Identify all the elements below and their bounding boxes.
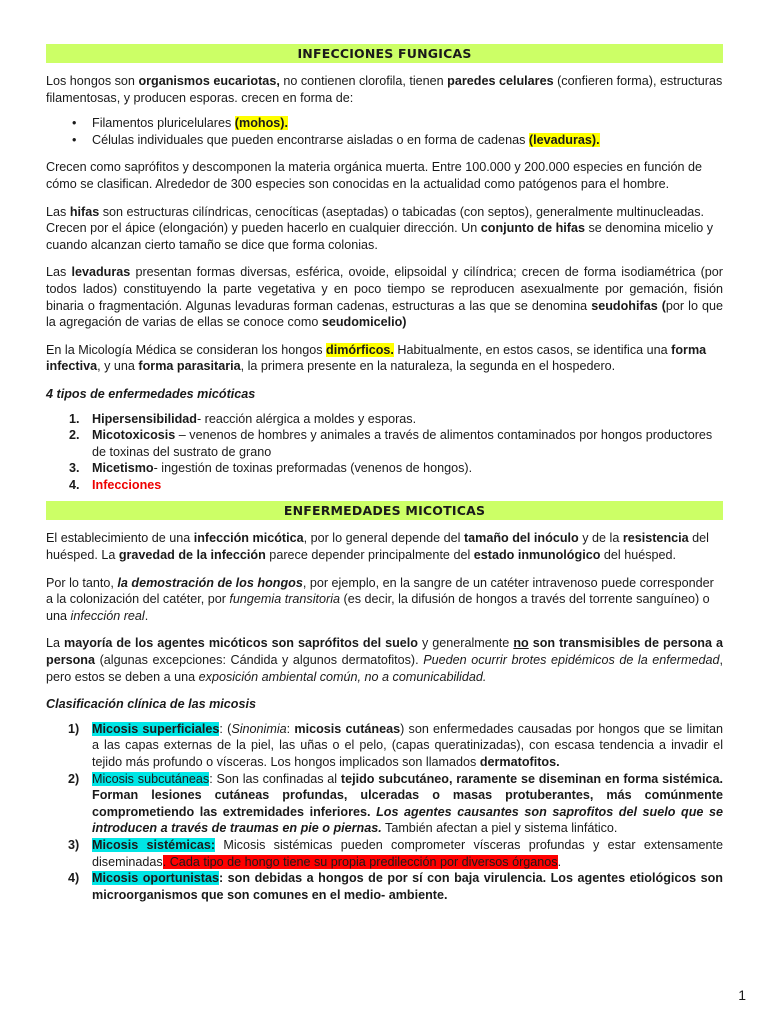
heading-clasificacion: Clasificación clínica de las micosis bbox=[46, 697, 256, 712]
list-item: 3) Micosis sistémicas: Micosis sistémicas pueden comprometer vísceras profundas y estar extensamente diseminadas. Cada tipo de hongo tiene su propia predilección por diversos órganos. bbox=[68, 837, 723, 869]
paragraph-intro: Los hongos son organismos eucariotas, no contienen clorofila, tienen paredes celulares (confieren forma), estructuras filamentosas, y producen esporas. crecen en forma de: bbox=[46, 74, 723, 105]
paragraph-levaduras: Las levaduras presentan formas diversas, esférica, ovoide, elipsoidal y cilíndrica; crecen de forma isodiamétrica (por todos lados) constituyendo la parte vegetativa y en poco tiempo se reproducen asexualmente por gemación, fisión binaria o fragmentación. Algunas levaduras forman cadenas, estructuras a las que se denomina seudohifas (por lo que la agregación de varias de ellas se conoce como seudomicelio) bbox=[46, 265, 723, 330]
bullet-list bbox=[46, 115, 723, 148]
list-item: • Filamentos pluricelulares (mohos). bbox=[72, 116, 288, 131]
numbered-list-tipos bbox=[46, 411, 723, 494]
paragraph-demostracion: Por lo tanto, la demostración de los hongos, por ejemplo, en la sangre de un catéter intravenoso puede corresponder a la colonización del catéter, por fungemia transitoria (es decir, la difusión de hongos a través del torrente sanguíneo) o una infección real. bbox=[46, 575, 714, 623]
list-item: 3. Micetismo- ingestión de toxinas preformadas (venenos de hongos). bbox=[69, 461, 473, 476]
list-item: 1. Hipersensibilidad- reacción alérgica a moldes y esporas. bbox=[69, 411, 417, 426]
paragraph-saprofitos-suelo: La mayoría de los agentes micóticos son saprófitos del suelo y generalmente no son transmisibles de persona a persona (algunas excepciones: Cándida y algunos dermatofitos). Pueden ocurrir brotes epidémicos de la enfermedad, pero estos se deben a una exposición ambiental común, no a comunicabilidad. bbox=[46, 636, 724, 684]
list-item: 2) Micosis subcutáneas: Son las confinadas al tejido subcutáneo, raramente se diseminan en forma sistémica. Forman lesiones cutáneas profundas, ulceradas o masas protuberantes, más comúnmente comprometiendo las extremidades inferiores. Los agentes causantes son saprofitos del suelo que se introducen a través de traumas en pie o piernas. También afectan a piel y sistema linfático. bbox=[68, 771, 724, 836]
bullet-icon: • bbox=[72, 132, 77, 147]
paragraph-establecimiento: El establecimiento de una infección micótica, por lo general depende del tamaño del inóculo y de la resistencia del huésped. La gravedad de la infección parece depender principalmente del estado inmunológico del huésped. bbox=[46, 531, 709, 563]
list-item: 2. Micotoxicosis – venenos de hombres y animales a través de alimentos contaminados por hongos productores de toxinas del sustrato de grano bbox=[69, 428, 713, 459]
section-banner-enfermedades-micoticas: ENFERMEDADES MICOTICAS bbox=[46, 501, 723, 520]
paragraph-hifas: Las hifas son estructuras cilíndricas, cenocíticas (aseptadas) o tabicadas (con septos), generalmente multinucleadas. Crecen por el ápice (elongación) y pueden hacerlo en cualquier dirección. Un conjunto de hifas se denomina micelio y cuando alcanzan cierto tamaño se dice que forma colonias. bbox=[46, 204, 714, 252]
paragraph-saprofitos: Crecen como saprófitos y descomponen la materia orgánica muerta. Entre 100.000 y 200.000 especies en función de cómo se clasifican. Alrededor de 300 especies son conocidas en la actualidad como patógenos para el hombre. bbox=[46, 160, 702, 191]
section-banner-infecciones-fungicas: INFECCIONES FUNGICAS bbox=[46, 44, 723, 63]
bullet-icon: • bbox=[72, 116, 77, 131]
heading-tipos-enfermedades: 4 tipos de enfermedades micóticas bbox=[46, 386, 256, 401]
list-item: • Células individuales que pueden encontrarse aisladas o en forma de cadenas (levaduras). bbox=[72, 132, 600, 147]
numbered-list-micosis bbox=[46, 721, 723, 904]
list-item: 4. Infecciones bbox=[69, 477, 162, 492]
list-item: 1) Micosis superficiales: (Sinonimia: micosis cutáneas) son enfermedades causadas por hongos que se limitan a las capas externas de la piel, las uñas o el pelo, (capas queratinizadas), con escasa tendencia a invadir el tejido más profundo o vísceras. Los hongos implicados son llamados dermatofitos. bbox=[68, 721, 724, 769]
list-item: 4) Micosis oportunistas: son debidas a hongos de por sí con baja virulencia. Los agentes etiológicos son microorganismos que son comunes en el medio- ambiente. bbox=[68, 871, 723, 902]
paragraph-dimorficos: En la Micología Médica se consideran los hongos dimórficos. Habitualmente, en estos casos, se identifica una forma infectiva, y una forma parasitaria, la primera presente en la naturaleza, la segunda en el hospedero. bbox=[46, 342, 707, 374]
document-page bbox=[46, 44, 723, 903]
page-number: 1 bbox=[738, 987, 746, 1003]
